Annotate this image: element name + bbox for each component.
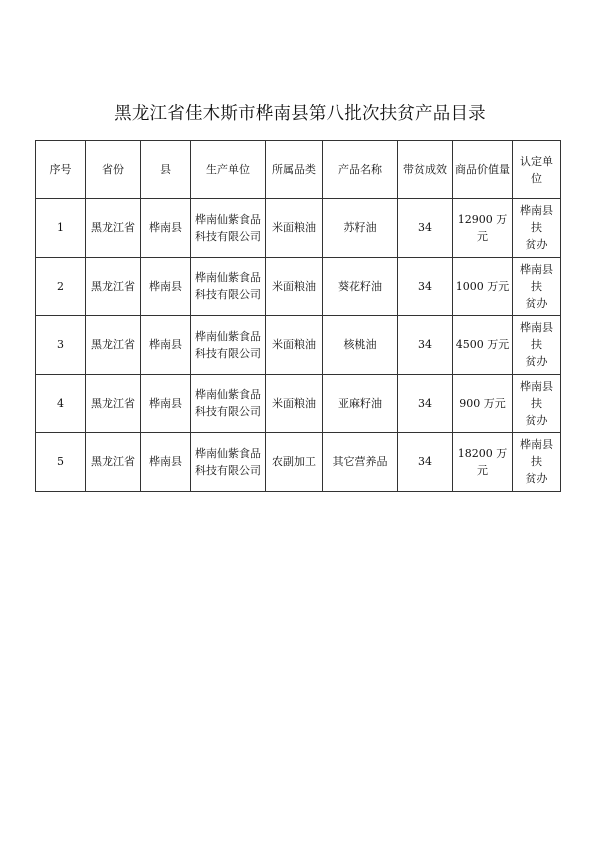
certifier-line1: 桦南县扶 (520, 262, 553, 293)
cell-producer (191, 257, 266, 316)
header-value: 商品价值量 (453, 141, 513, 199)
producer-line2: 科技有限公司 (195, 288, 261, 302)
certifier-line1: 桦南县扶 (520, 379, 553, 410)
cell-serial-no: 2 (36, 257, 86, 316)
header-category: 所属品类 (266, 141, 323, 199)
producer-line2: 科技有限公司 (195, 346, 261, 360)
cell-province: 黑龙江省 (86, 257, 141, 316)
cell-county: 桦南县 (141, 433, 191, 492)
header-certifier: 认定单位 (513, 141, 561, 199)
producer-line1: 桦南仙紫食品 (195, 388, 261, 402)
product-catalog-table (35, 140, 561, 492)
cell-poverty-effect: 34 (398, 199, 453, 258)
cell-county: 桦南县 (141, 199, 191, 258)
cell-value: 12900 万元 (453, 199, 513, 258)
cell-serial-no: 4 (36, 374, 86, 433)
table-row (36, 257, 561, 316)
header-province: 省份 (86, 141, 141, 199)
cell-poverty-effect: 34 (398, 374, 453, 433)
cell-certifier (513, 374, 561, 433)
producer-line1: 桦南仙紫食品 (195, 212, 261, 226)
cell-value: 900 万元 (453, 374, 513, 433)
cell-province: 黑龙江省 (86, 433, 141, 492)
cell-category: 米面粮油 (266, 374, 323, 433)
cell-poverty-effect: 34 (398, 257, 453, 316)
producer-line2: 科技有限公司 (195, 229, 261, 243)
table-row (36, 374, 561, 433)
cell-certifier (513, 257, 561, 316)
certifier-line2: 贫办 (525, 296, 548, 310)
certifier-line2: 贫办 (525, 238, 548, 252)
producer-line1: 桦南仙紫食品 (195, 271, 261, 285)
header-producer: 生产单位 (191, 141, 266, 199)
cell-producer (191, 433, 266, 492)
cell-province: 黑龙江省 (86, 374, 141, 433)
header-county: 县 (141, 141, 191, 199)
cell-serial-no: 5 (36, 433, 86, 492)
cell-product-name: 亚麻籽油 (323, 374, 398, 433)
cell-certifier (513, 199, 561, 258)
certifier-line1: 桦南县扶 (520, 321, 553, 352)
cell-value: 4500 万元 (453, 316, 513, 375)
cell-product-name: 核桃油 (323, 316, 398, 375)
cell-county: 桦南县 (141, 316, 191, 375)
cell-category: 农副加工 (266, 433, 323, 492)
cell-county: 桦南县 (141, 374, 191, 433)
cell-value: 1000 万元 (453, 257, 513, 316)
cell-product-name: 其它营养品 (323, 433, 398, 492)
cell-serial-no: 3 (36, 316, 86, 375)
table-header-row (36, 141, 561, 199)
cell-poverty-effect: 34 (398, 433, 453, 492)
cell-province: 黑龙江省 (86, 316, 141, 375)
cell-certifier (513, 433, 561, 492)
cell-producer (191, 199, 266, 258)
cell-product-name: 葵花籽油 (323, 257, 398, 316)
certifier-line1: 桦南县扶 (520, 204, 553, 235)
certifier-line1: 桦南县扶 (520, 438, 553, 469)
cell-certifier (513, 316, 561, 375)
table-row (36, 316, 561, 375)
cell-producer (191, 316, 266, 375)
cell-category: 米面粮油 (266, 316, 323, 375)
header-poverty-effect: 带贫成效 (398, 141, 453, 199)
cell-category: 米面粮油 (266, 199, 323, 258)
cell-county: 桦南县 (141, 257, 191, 316)
page-title: 黑龙江省佳木斯市桦南县第八批次扶贫产品目录 (114, 104, 486, 124)
cell-province: 黑龙江省 (86, 199, 141, 258)
table-row (36, 433, 561, 492)
certifier-line2: 贫办 (525, 472, 548, 486)
certifier-line2: 贫办 (525, 355, 548, 369)
cell-category: 米面粮油 (266, 257, 323, 316)
producer-line1: 桦南仙紫食品 (195, 329, 261, 343)
cell-serial-no: 1 (36, 199, 86, 258)
producer-line2: 科技有限公司 (195, 463, 261, 477)
table-row (36, 199, 561, 258)
header-serial-no: 序号 (36, 141, 86, 199)
producer-line1: 桦南仙紫食品 (195, 446, 261, 460)
certifier-line2: 贫办 (525, 413, 548, 427)
cell-product-name: 苏籽油 (323, 199, 398, 258)
producer-line2: 科技有限公司 (195, 405, 261, 419)
header-product-name: 产品名称 (323, 141, 398, 199)
cell-value: 18200 万元 (453, 433, 513, 492)
cell-poverty-effect: 34 (398, 316, 453, 375)
cell-producer (191, 374, 266, 433)
